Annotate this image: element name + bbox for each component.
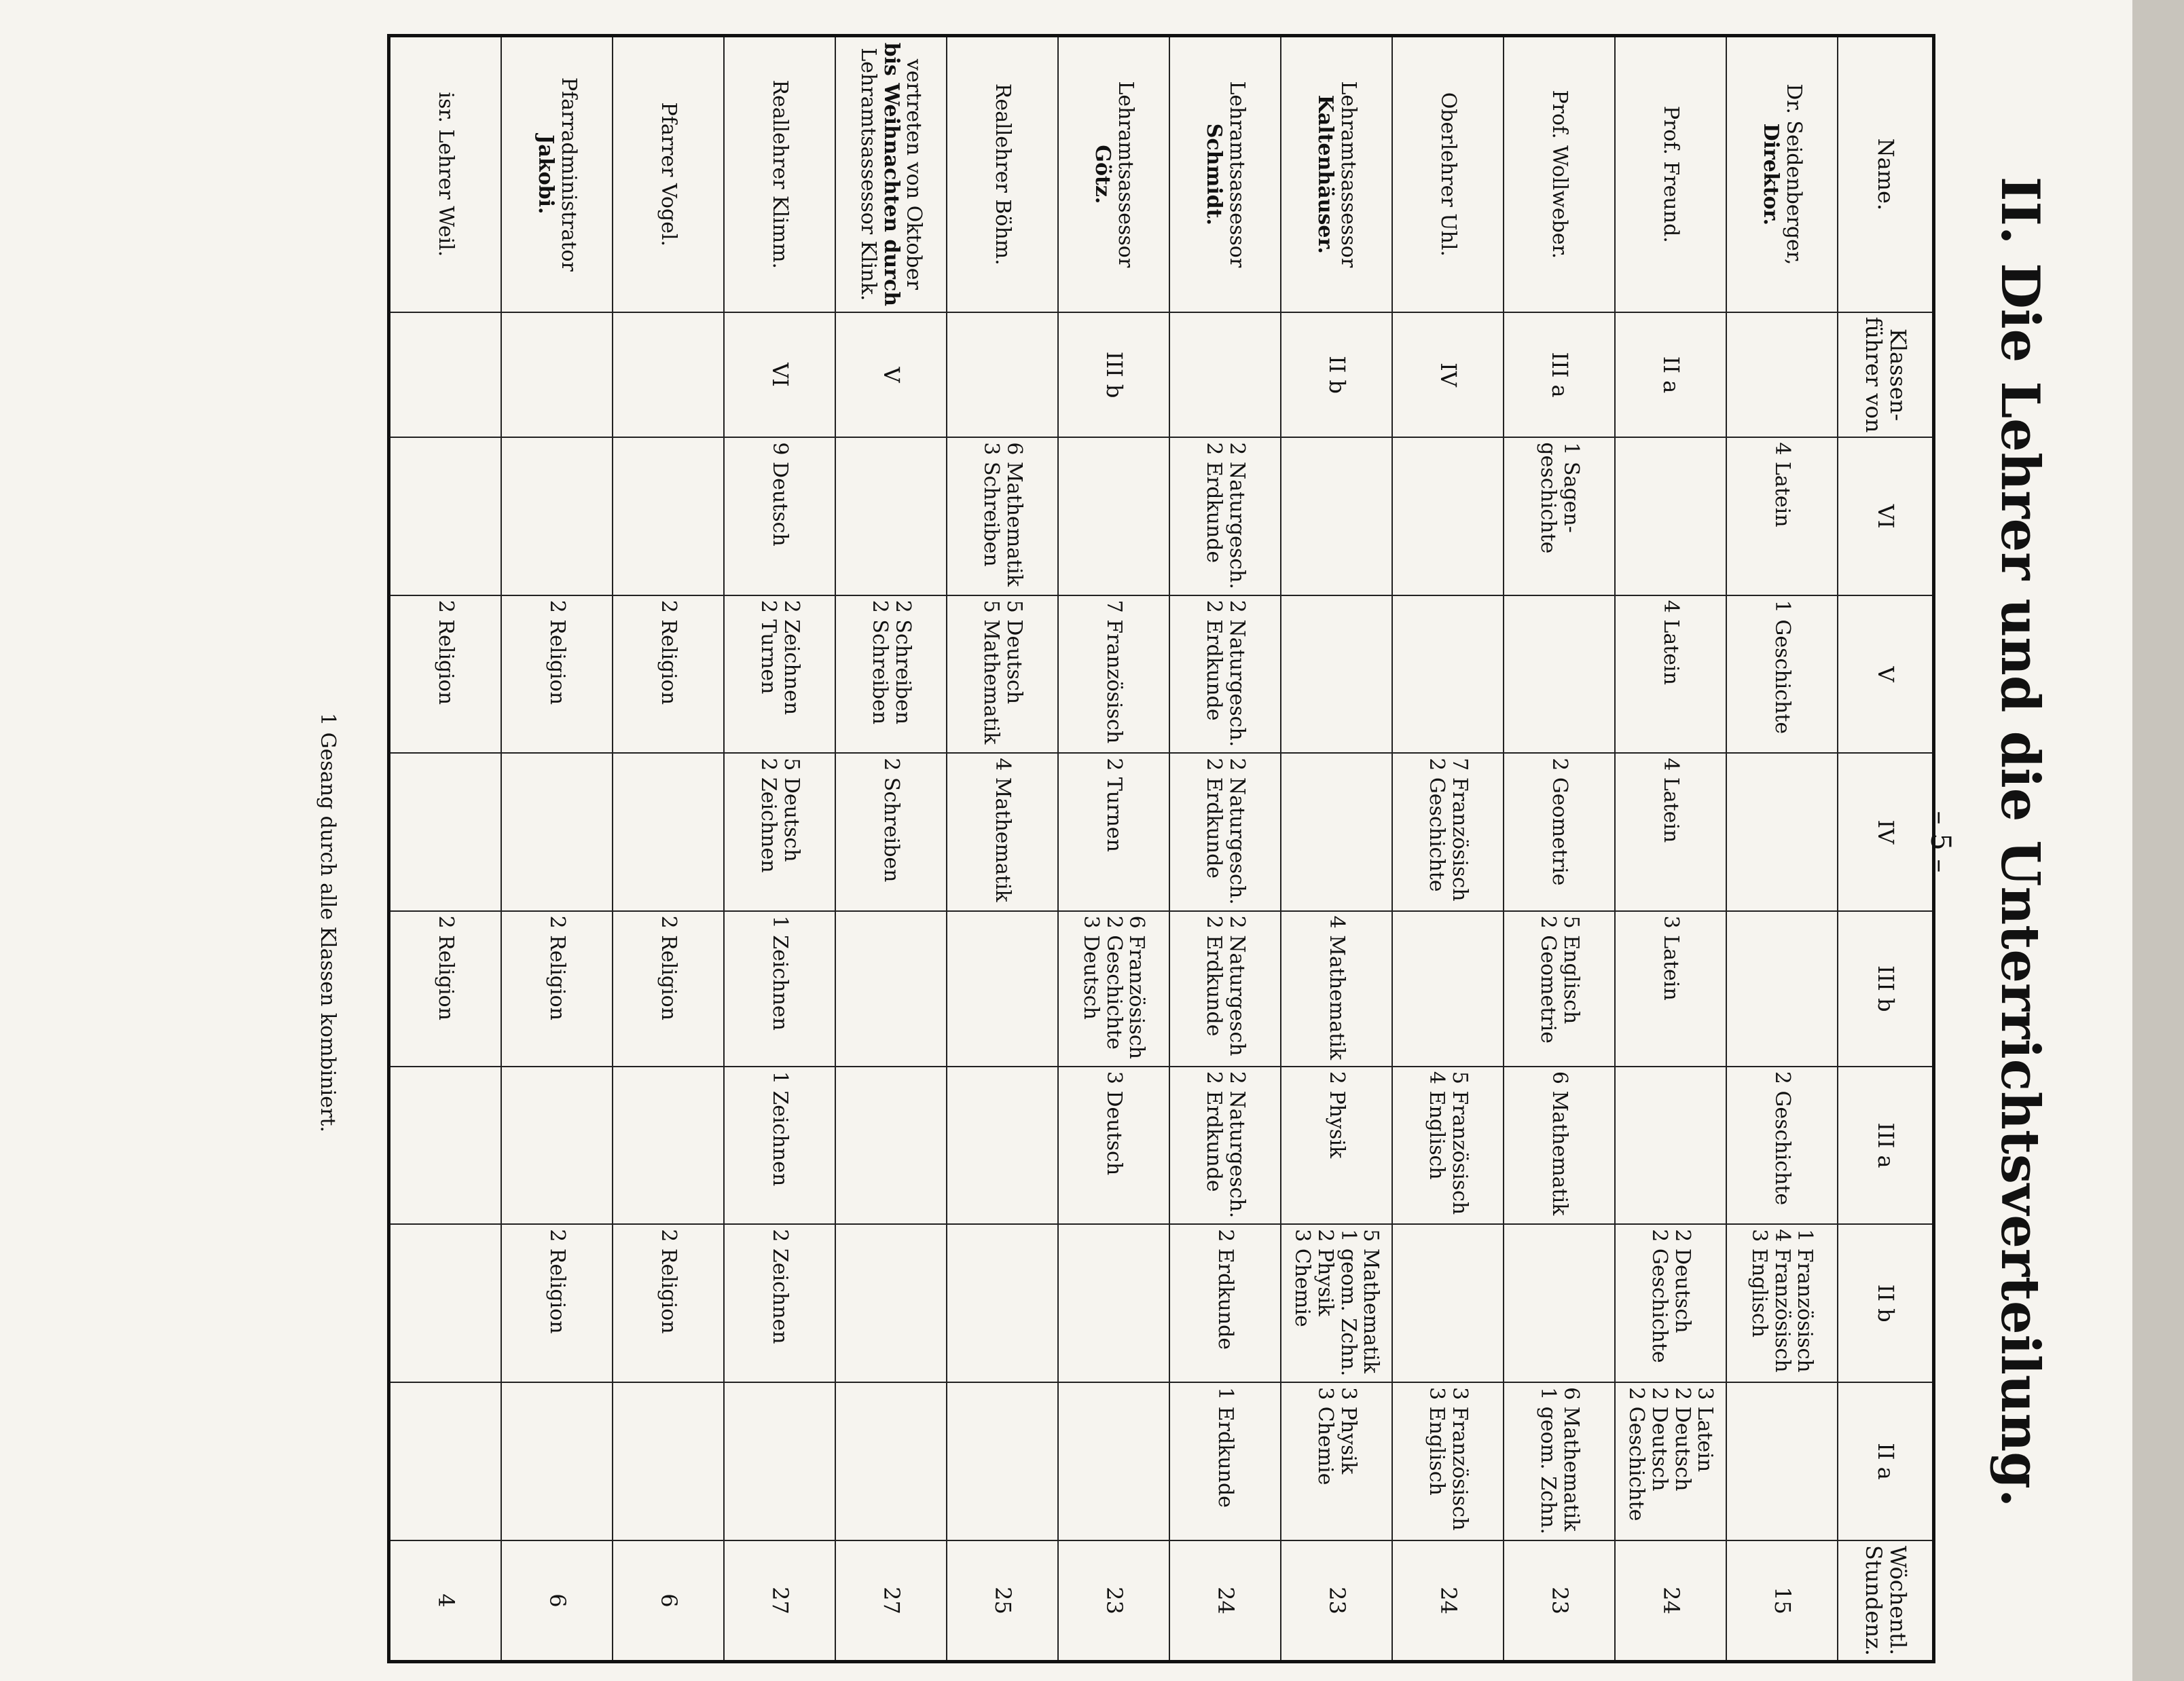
- subject-entry: 3 Französisch: [1447, 1387, 1472, 1531]
- teacher-name: [1281, 36, 1392, 312]
- subject-entry: 2 Erdkunde: [1202, 442, 1226, 564]
- subject-entry: 4 Mathematik: [990, 758, 1015, 902]
- teacher-name1: Dr. Seidenberger,: [1781, 84, 1806, 265]
- subject-cell-iv: [1392, 753, 1504, 910]
- subject-cell-iv: [1504, 753, 1615, 910]
- subject-cell-iv: [1726, 753, 1838, 910]
- teacher-name1: Prof. Freund.: [1658, 105, 1683, 243]
- subject-entry: 2 Zeichnen: [767, 1229, 792, 1344]
- subject-entry: 6 Französisch: [1125, 915, 1149, 1059]
- subject-cell-iiib: [1392, 911, 1504, 1067]
- weekly-hours: 15: [1726, 1540, 1838, 1662]
- subject-entry: 2 Geometrie: [1547, 758, 1571, 886]
- subject-cell-iiia: [1392, 1067, 1504, 1224]
- teacher-row: [1504, 36, 1615, 1662]
- class-leader: III b: [1058, 312, 1169, 438]
- subject-cell-iia: [947, 1382, 1058, 1540]
- subject-cell-iib: [1615, 1224, 1726, 1382]
- subject-entry: 2 Zeichnen: [779, 599, 803, 716]
- header-iia: II a: [1838, 1382, 1934, 1540]
- subject-cell-iiia: [613, 1067, 724, 1224]
- subject-entry: 2 Deutsch: [1648, 1387, 1671, 1492]
- subject-entry: 2 Turnen: [757, 599, 780, 695]
- teacher-name: [724, 36, 835, 312]
- subject-cell-iia: [613, 1382, 724, 1540]
- subject-entry: 6 Mathematik: [1002, 442, 1026, 587]
- subject-cell-v: [1281, 595, 1392, 753]
- subject-cell-vi: [1281, 437, 1392, 595]
- weekly-hours: 23: [1504, 1540, 1615, 1662]
- subject-cell-iia: [389, 1382, 502, 1540]
- subject-cell-iiia: [947, 1067, 1058, 1224]
- teacher-row: [389, 36, 502, 1662]
- teacher-name1: isr. Lehrer Weil.: [433, 92, 458, 257]
- subject-cell-iv: [1169, 753, 1281, 910]
- header-vi: VI: [1838, 437, 1934, 595]
- subject-entry: 2 Deutsch: [1670, 1229, 1694, 1333]
- subject-cell-iia: [1504, 1382, 1615, 1540]
- subject-entry: 2 Religion: [545, 915, 569, 1020]
- subject-cell-iib: [947, 1224, 1058, 1382]
- subject-entry: 2 Physik: [1324, 1071, 1349, 1159]
- subject-cell-iiib: [389, 911, 502, 1067]
- subject-cell-vi: [613, 437, 724, 595]
- class-leader: V: [835, 312, 947, 438]
- weekly-hours: 23: [1281, 1540, 1392, 1662]
- subject-entry: 2 Erdkunde: [1202, 599, 1226, 721]
- subject-entry: 3 Deutsch: [1102, 1071, 1126, 1176]
- subject-entry: 9 Deutsch: [767, 442, 792, 547]
- teacher-name1: Lehramtsassessor: [1113, 81, 1138, 268]
- subject-cell-iiia: [1726, 1067, 1838, 1224]
- subject-cell-iv: [947, 753, 1058, 910]
- subject-cell-v: [835, 595, 947, 753]
- weekly-hours: 27: [835, 1540, 947, 1662]
- subject-entry: 4 Mathematik: [1324, 915, 1349, 1060]
- subject-entry: 3 Physik: [1336, 1387, 1360, 1475]
- subject-cell-iib: [613, 1224, 724, 1382]
- teacher-name1: Pfarradministrator: [556, 77, 581, 272]
- subject-entry: 2 Erdkunde: [1202, 758, 1226, 879]
- subject-entry: 2 Religion: [545, 599, 569, 705]
- subject-entry: 6 Mathematik: [1547, 1071, 1571, 1216]
- subject-cell-iia: [1615, 1382, 1726, 1540]
- subject-cell-iiib: [1281, 911, 1392, 1067]
- class-leader: [501, 312, 613, 438]
- subject-entry: 4 Latein: [1770, 442, 1794, 528]
- subject-entry: 2 Geschichte: [1770, 1071, 1794, 1206]
- subject-entry: 7 Französisch: [1102, 599, 1126, 744]
- subject-entry: 2 Naturgesch.: [1224, 758, 1249, 905]
- subject-entry: 3 Schreiben: [979, 442, 1003, 567]
- teacher-name3: Lehramtsassessor Klink.: [856, 48, 881, 301]
- subject-cell-iia: [1281, 1382, 1392, 1540]
- subject-entry: 2 Turnen: [1102, 758, 1126, 852]
- subject-cell-iia: [1169, 1382, 1281, 1540]
- teacher-name: [613, 36, 724, 312]
- subject-cell-iv: [1058, 753, 1169, 910]
- teacher-name1: Reallehrer Böhm.: [990, 83, 1015, 265]
- teacher-table: [387, 34, 1935, 1663]
- subject-entry: 5 Deutsch: [1002, 599, 1026, 705]
- subject-cell-iiia: [389, 1067, 502, 1224]
- teacher-name1: Oberlehrer Uhl.: [1436, 92, 1460, 257]
- teacher-name: [1726, 36, 1838, 312]
- teacher-row: [835, 36, 947, 1662]
- subject-cell-iiib: [835, 911, 947, 1067]
- header-total: Wöchentl. Stundenz.: [1838, 1540, 1934, 1662]
- weekly-hours: 25: [947, 1540, 1058, 1662]
- header-v: V: [1838, 595, 1934, 753]
- subject-cell-vi: [1504, 437, 1615, 595]
- class-leader: III a: [1504, 312, 1615, 438]
- subject-cell-iv: [724, 753, 835, 910]
- subject-cell-v: [1392, 595, 1504, 753]
- subject-entry: 7 Französisch: [1447, 758, 1472, 902]
- subject-entry: 2 Religion: [656, 915, 680, 1020]
- subject-entry: 1 Zeichnen: [767, 915, 792, 1031]
- subject-entry: 2 Zeichnen: [757, 758, 780, 873]
- teacher-name: [389, 36, 502, 312]
- subject-cell-iiib: [947, 911, 1058, 1067]
- subject-entry: 2 Religion: [433, 915, 458, 1020]
- subject-cell-iv: [501, 753, 613, 910]
- subject-cell-vi: [389, 437, 502, 595]
- teacher-name2: Schmidt.: [1202, 123, 1226, 225]
- subject-entry: 1 Sagen-: [1559, 442, 1583, 533]
- subject-cell-v: [389, 595, 502, 753]
- header-name: Name.: [1838, 36, 1934, 312]
- subject-cell-iv: [1615, 753, 1726, 910]
- subject-entry: 2 Schreiben: [868, 599, 892, 725]
- subject-cell-iiia: [1504, 1067, 1615, 1224]
- subject-cell-vi: [1169, 437, 1281, 595]
- subject-cell-iia: [835, 1382, 947, 1540]
- subject-cell-iib: [1392, 1224, 1504, 1382]
- class-leader: [1169, 312, 1281, 438]
- subject-entry: 6 Mathematik: [1559, 1387, 1583, 1532]
- teacher-row: [1615, 36, 1726, 1662]
- weekly-hours: 23: [1058, 1540, 1169, 1662]
- header-iiib: III b: [1838, 911, 1934, 1067]
- subject-entry: 5 Mathematik: [979, 599, 1003, 745]
- class-leader: II a: [1615, 312, 1726, 438]
- weekly-hours: 24: [1392, 1540, 1504, 1662]
- subject-entry: 2 Geschichte: [1102, 915, 1126, 1050]
- weekly-hours: 6: [501, 1540, 613, 1662]
- teacher-row: [1058, 36, 1169, 1662]
- subject-entry: 2 Geschichte: [1624, 1387, 1649, 1521]
- gesang-note: 1 Gesang durch alle Klassen kombiniert.: [316, 713, 340, 1132]
- subject-entry: 4 Englisch: [1425, 1071, 1449, 1180]
- subject-entry: 1 Zeichnen: [767, 1071, 792, 1187]
- subject-cell-iiia: [724, 1067, 835, 1224]
- subject-entry: 3 Latein: [1658, 915, 1683, 1001]
- subject-entry: 1 Erdkunde: [1213, 1387, 1237, 1508]
- subject-entry: 1 geom. Zchn.: [1336, 1229, 1360, 1377]
- subject-cell-iiia: [1615, 1067, 1726, 1224]
- subject-entry: 2 Naturgesch: [1224, 915, 1249, 1056]
- subject-entry: 3 Englisch: [1425, 1387, 1449, 1496]
- subject-cell-iia: [1726, 1382, 1838, 1540]
- subject-entry: 3 Chemie: [1290, 1229, 1315, 1327]
- subject-cell-iiib: [1615, 911, 1726, 1067]
- subject-entry: 2 Religion: [433, 599, 458, 705]
- subject-cell-v: [724, 595, 835, 753]
- subject-entry: 2 Religion: [656, 599, 680, 705]
- subject-cell-v: [1726, 595, 1838, 753]
- subject-entry: 4 Französisch: [1770, 1229, 1794, 1373]
- subject-cell-iiia: [1058, 1067, 1169, 1224]
- teacher-name: [1392, 36, 1504, 312]
- subject-cell-v: [613, 595, 724, 753]
- header-iib: II b: [1838, 1224, 1934, 1382]
- teacher-row: [1726, 36, 1838, 1662]
- subject-cell-v: [1169, 595, 1281, 753]
- class-leader: [389, 312, 502, 438]
- subject-cell-iib: [1504, 1224, 1615, 1382]
- header-iiia: III a: [1838, 1067, 1934, 1224]
- subject-cell-iib: [724, 1224, 835, 1382]
- teacher-name: [1169, 36, 1281, 312]
- weekly-hours: 27: [724, 1540, 835, 1662]
- subject-cell-iiib: [724, 911, 835, 1067]
- subject-entry: 4 Latein: [1658, 758, 1683, 843]
- teacher-row: [501, 36, 613, 1662]
- subject-entry: 2 Naturgesch.: [1224, 599, 1249, 747]
- subject-cell-v: [947, 595, 1058, 753]
- subject-cell-iia: [1392, 1382, 1504, 1540]
- teacher-row: [613, 36, 724, 1662]
- subject-cell-iiib: [1169, 911, 1281, 1067]
- teacher-name2: Direktor.: [1759, 123, 1783, 226]
- teacher-name: [1058, 36, 1169, 312]
- subject-entry: 5 Englisch: [1559, 915, 1583, 1024]
- subject-cell-iib: [835, 1224, 947, 1382]
- subject-cell-iv: [613, 753, 724, 910]
- subject-entry: geschichte: [1536, 442, 1560, 554]
- subject-entry: 3 Englisch: [1747, 1229, 1772, 1338]
- subject-cell-iia: [501, 1382, 613, 1540]
- subject-cell-vi: [724, 437, 835, 595]
- subject-cell-v: [1615, 595, 1726, 753]
- subject-entry: 5 Mathematik: [1359, 1229, 1383, 1373]
- subject-cell-iiib: [1058, 911, 1169, 1067]
- subject-entry: 3 Deutsch: [1079, 915, 1104, 1020]
- subject-entry: 2 Physik: [1313, 1229, 1337, 1316]
- teacher-name1: Prof. Wollweber.: [1547, 90, 1571, 259]
- class-leader: IV: [1392, 312, 1504, 438]
- subject-cell-iiia: [501, 1067, 613, 1224]
- subject-entry: 1 geom. Zchn.: [1536, 1387, 1560, 1535]
- teacher-row: [1169, 36, 1281, 1662]
- subject-cell-vi: [947, 437, 1058, 595]
- weekly-hours: 24: [1169, 1540, 1281, 1662]
- subject-cell-iiib: [501, 911, 613, 1067]
- subject-cell-iib: [1169, 1224, 1281, 1382]
- subject-cell-iia: [724, 1382, 835, 1540]
- subject-cell-iib: [1058, 1224, 1169, 1382]
- teacher-name: [1615, 36, 1726, 312]
- subject-cell-vi: [1058, 437, 1169, 595]
- teacher-name2: bis Weihnachten durch: [879, 42, 903, 307]
- subject-cell-vi: [835, 437, 947, 595]
- subject-cell-iiib: [1726, 911, 1838, 1067]
- teacher-rows: [389, 36, 1838, 1662]
- subject-cell-iiib: [613, 911, 724, 1067]
- subject-entry: 2 Naturgesch.: [1224, 1071, 1249, 1219]
- teacher-row: [1392, 36, 1504, 1662]
- class-leader: [1726, 312, 1838, 438]
- teacher-name2: Kaltenhäuser.: [1313, 94, 1337, 254]
- subject-cell-iiib: [1504, 911, 1615, 1067]
- subject-entry: 2 Deutsch: [1670, 1387, 1694, 1492]
- subject-cell-iib: [1281, 1224, 1392, 1382]
- subject-cell-vi: [1392, 437, 1504, 595]
- rotated-content: [75, 20, 2058, 1663]
- teacher-row: [1281, 36, 1392, 1662]
- weekly-hours: 24: [1615, 1540, 1726, 1662]
- subject-entry: 1 Geschichte: [1770, 599, 1794, 735]
- header-klassen: Klassen- führer von: [1838, 312, 1934, 438]
- teacher-row: [947, 36, 1058, 1662]
- subject-entry: 2 Geschichte: [1425, 758, 1449, 892]
- teacher-name1: Reallehrer Klimm.: [767, 79, 792, 270]
- teacher-name: [835, 36, 947, 312]
- subject-cell-iv: [835, 753, 947, 910]
- header-iv: IV: [1838, 753, 1934, 910]
- subject-entry: 3 Latein: [1693, 1387, 1717, 1473]
- subject-cell-iiia: [1281, 1067, 1392, 1224]
- subject-entry: 3 Chemie: [1313, 1387, 1337, 1485]
- subject-cell-iv: [1281, 753, 1392, 910]
- teacher-name1: Lehramtsassessor: [1336, 81, 1360, 268]
- subject-cell-iib: [1726, 1224, 1838, 1382]
- teacher-name2: Jakobi.: [534, 134, 558, 215]
- page-number: – 5 –: [1925, 811, 1956, 873]
- teacher-row: [724, 36, 835, 1662]
- subject-cell-iib: [389, 1224, 502, 1382]
- teacher-name: [947, 36, 1058, 312]
- subject-entry: 2 Geometrie: [1536, 915, 1560, 1043]
- subject-entry: 1 Französisch: [1793, 1229, 1817, 1373]
- subject-entry: 2 Religion: [656, 1229, 680, 1334]
- subject-entry: 2 Religion: [545, 1229, 569, 1334]
- subject-entry: 2 Schreiben: [879, 758, 903, 883]
- subject-entry: 2 Naturgesch.: [1224, 442, 1249, 589]
- subject-entry: 5 Französisch: [1447, 1071, 1472, 1215]
- teacher-name1: Pfarrer Vogel.: [656, 102, 680, 247]
- subject-cell-iia: [1058, 1382, 1169, 1540]
- teacher-name1: Lehramtsassessor: [1224, 81, 1249, 268]
- subject-cell-iiia: [835, 1067, 947, 1224]
- teacher-name: [501, 36, 613, 312]
- subject-entry: 2 Schreiben: [890, 599, 915, 725]
- subject-cell-iiia: [1169, 1067, 1281, 1224]
- weekly-hours: 6: [613, 1540, 724, 1662]
- class-leader: [947, 312, 1058, 438]
- weekly-hours: 4: [389, 1540, 502, 1662]
- subject-cell-v: [501, 595, 613, 753]
- subject-entry: 4 Latein: [1658, 599, 1683, 685]
- subject-entry: 2 Erdkunde: [1213, 1229, 1237, 1350]
- subject-cell-vi: [1615, 437, 1726, 595]
- subject-cell-vi: [1726, 437, 1838, 595]
- subject-entry: 2 Erdkunde: [1202, 1071, 1226, 1192]
- header-row: [1838, 36, 1934, 1662]
- teacher-name: [1504, 36, 1615, 312]
- subject-entry: 5 Deutsch: [779, 758, 803, 862]
- class-leader: II b: [1281, 312, 1392, 438]
- subject-entry: 2 Geschichte: [1648, 1229, 1671, 1363]
- teacher-name2: Götz.: [1091, 145, 1114, 204]
- subject-cell-v: [1058, 595, 1169, 753]
- page-edge: [2132, 0, 2184, 1681]
- subject-cell-iv: [389, 753, 502, 910]
- subject-cell-v: [1504, 595, 1615, 753]
- class-leader: VI: [724, 312, 835, 438]
- page-title: II. Die Lehrer und die Unterrichtsverteilung.: [1989, 177, 2051, 1507]
- class-leader: [613, 312, 724, 438]
- teacher-name1: vertreten von Oktober: [902, 58, 926, 290]
- subject-cell-iib: [501, 1224, 613, 1382]
- subject-cell-vi: [501, 437, 613, 595]
- subject-entry: 2 Erdkunde: [1202, 915, 1226, 1037]
